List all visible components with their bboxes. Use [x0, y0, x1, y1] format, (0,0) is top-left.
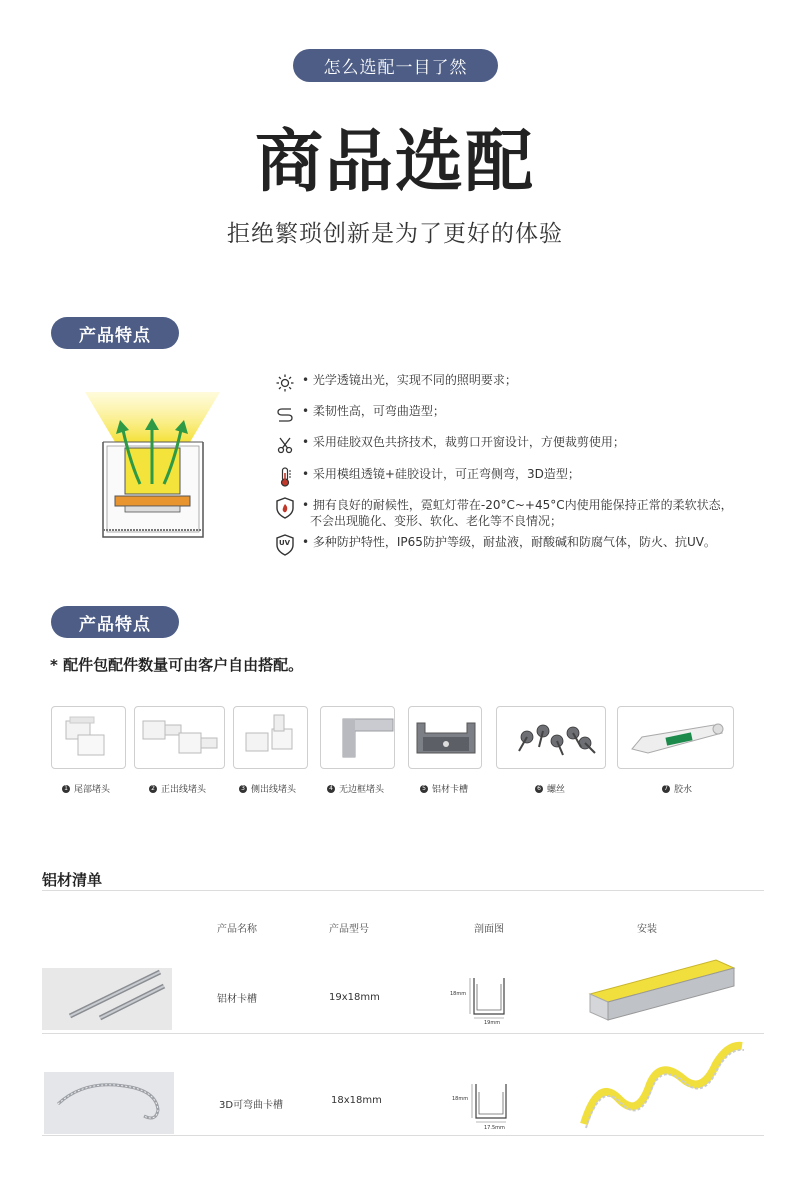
- dimension-label: 18mm: [452, 1096, 469, 1102]
- accessory-name: 正出线堵头: [161, 785, 207, 795]
- page-subtitle: 拒绝繁琐创新是为了更好的体验: [227, 221, 563, 247]
- installation-image: [586, 956, 738, 1026]
- bend-icon: [274, 403, 296, 425]
- accessory-card-screws: [496, 706, 606, 769]
- installation-image: [578, 1038, 748, 1130]
- product-name: 铝材卡槽: [217, 994, 257, 1005]
- section-label-accessories: 产品特点: [51, 606, 179, 638]
- product-cross-section-diagram: [85, 392, 220, 542]
- accessory-name: 尾部堵头: [74, 785, 111, 795]
- header-badge: 怎么选配一目了然: [293, 49, 498, 82]
- divider: [42, 890, 764, 891]
- product-name: 3D可弯曲卡槽: [219, 1100, 284, 1111]
- feature-item: [274, 534, 716, 556]
- accessory-number: 4: [327, 785, 335, 793]
- dimension-label: 17.5mm: [484, 1125, 505, 1131]
- divider: [42, 1135, 764, 1136]
- product-model: 19x18mm: [329, 992, 380, 1003]
- feature-item: [274, 434, 625, 456]
- feature-text: • 采用硅胶双色共挤技术，裁剪口开窗设计，方便裁剪使用；: [302, 435, 625, 449]
- dimension-label: 19mm: [484, 1020, 501, 1026]
- accessory-label: [239, 782, 296, 795]
- thermometer-icon: [274, 466, 296, 488]
- accessory-name: 铝材卡槽: [432, 785, 469, 795]
- accessory-card-end-cap: [51, 706, 126, 769]
- table-header: 产品名称: [217, 924, 257, 935]
- product-model: 18x18mm: [331, 1095, 382, 1106]
- accessory-label: [62, 782, 110, 795]
- accessory-card-front-cable-cap: [134, 706, 225, 769]
- aluminum-list-title: 铝材清单: [42, 871, 103, 889]
- accessory-number: 5: [420, 785, 428, 793]
- scissors-icon: [274, 434, 296, 456]
- table-header: 安装: [637, 924, 657, 935]
- cross-section-drawing: [448, 1078, 518, 1132]
- dimension-label: 18mm: [450, 991, 467, 997]
- feature-text: • 柔韧性高，可弯曲造型；: [302, 404, 445, 418]
- accessory-name: 侧出线堵头: [251, 785, 297, 795]
- feature-text: • 多种防护特性，IP65防护等级，耐盐液，耐酸碱和防腐气体，防火、抗UV。: [302, 535, 716, 549]
- sun-icon: [274, 372, 296, 394]
- product-photo-3d-flexible-clip: [44, 1072, 174, 1134]
- accessory-label: [420, 782, 468, 795]
- feature-text-line: 不会出现脆化、变形、软化、老化等不良情况；: [310, 514, 563, 528]
- accessory-number: 3: [239, 785, 247, 793]
- accessory-note: * 配件包配件数量可由客户自由搭配。: [50, 656, 304, 674]
- cross-section-drawing: [446, 974, 516, 1026]
- feature-text-line: • 拥有良好的耐候性，霓虹灯带在-20°C~+45°C内使用能保持正常的柔软状态，: [302, 498, 733, 512]
- accessory-name: 无边框堵头: [339, 785, 385, 795]
- uv-label: UV: [279, 539, 291, 547]
- feature-item: [274, 497, 733, 529]
- feature-item: [274, 466, 580, 488]
- fire-shield-icon: [274, 497, 296, 519]
- product-photo-aluminum-clip: [42, 968, 172, 1030]
- accessory-number: 2: [149, 785, 157, 793]
- feature-item: [274, 403, 445, 425]
- feature-text: [302, 497, 733, 529]
- accessory-card-glue: [617, 706, 734, 769]
- accessory-label: [149, 782, 206, 795]
- accessory-label: [327, 782, 384, 795]
- feature-text: • 采用模组透镜+硅胶设计，可正弯侧弯，3D造型；: [302, 467, 580, 481]
- accessory-name: 胶水: [674, 785, 693, 795]
- table-header: 剖面图: [474, 924, 504, 935]
- page-title: 商品选配: [254, 123, 535, 202]
- accessory-name: 螺丝: [547, 785, 566, 795]
- accessory-card-aluminum-clip: [408, 706, 482, 769]
- uv-shield-icon: [274, 534, 296, 556]
- accessory-card-frameless-cap: [320, 706, 395, 769]
- feature-text: • 光学透镜出光，实现不同的照明要求；: [302, 373, 517, 387]
- section-label-features: 产品特点: [51, 317, 179, 349]
- accessory-label: [535, 782, 565, 795]
- accessory-number: 6: [535, 785, 543, 793]
- table-header: 产品型号: [329, 924, 369, 935]
- accessory-number: 1: [62, 785, 70, 793]
- accessory-card-side-cable-cap: [233, 706, 308, 769]
- feature-item: [274, 372, 517, 394]
- divider: [42, 1033, 764, 1034]
- accessory-number: 7: [662, 785, 670, 793]
- accessory-label: [662, 782, 692, 795]
